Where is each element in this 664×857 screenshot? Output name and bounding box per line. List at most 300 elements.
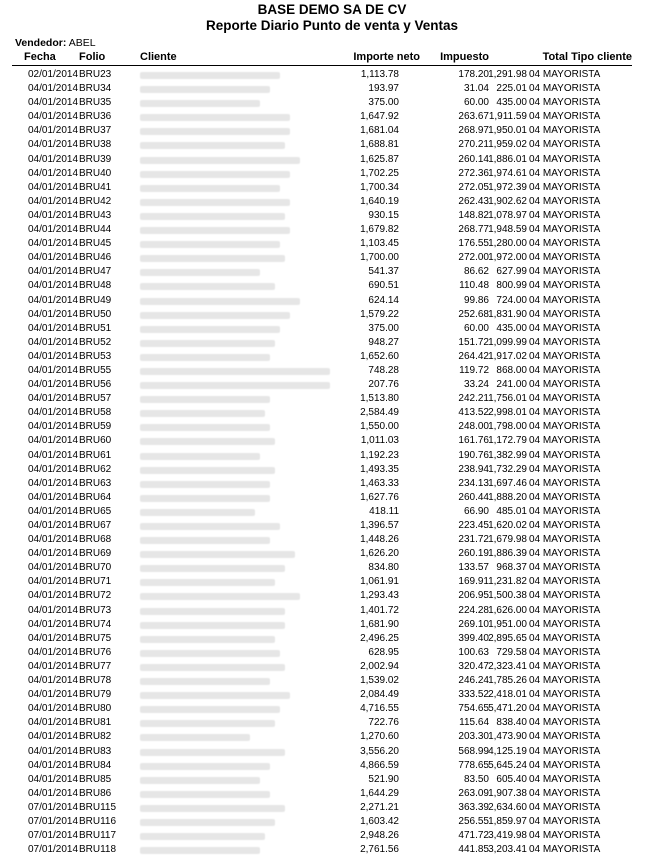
cell-total: 627.99 <box>496 266 527 278</box>
cell-importe: 834.80 <box>368 562 399 574</box>
cell-folio: BRU57 <box>79 393 112 405</box>
cell-cliente-redacted <box>140 269 260 276</box>
cell-total: 2,323.41 <box>488 660 527 672</box>
cell-tipo: 04 MAYORISTA <box>529 703 601 715</box>
cell-cliente-redacted <box>140 509 255 516</box>
cell-tipo: 04 MAYORISTA <box>529 477 601 489</box>
cell-importe: 1,539.02 <box>360 675 399 687</box>
cell-total: 1,886.01 <box>488 153 527 165</box>
cell-tipo: 04 MAYORISTA <box>529 209 601 221</box>
cell-total: 1,078.97 <box>488 209 527 221</box>
cell-tipo: 04 MAYORISTA <box>529 167 601 179</box>
cell-total: 1,902.62 <box>488 195 527 207</box>
cell-cliente-redacted <box>140 326 280 333</box>
cell-cliente-redacted <box>140 382 330 389</box>
cell-cliente-redacted <box>140 805 285 812</box>
cell-cliente-redacted <box>140 777 260 784</box>
cell-importe: 948.27 <box>368 336 399 348</box>
header-folio: Folio <box>79 51 106 63</box>
cell-total: 1,231.82 <box>488 576 527 588</box>
cell-importe: 1,270.60 <box>360 731 399 743</box>
cell-tipo: 04 MAYORISTA <box>529 379 601 391</box>
cell-importe: 1,700.00 <box>360 252 399 264</box>
cell-importe: 1,627.76 <box>360 491 399 503</box>
cell-total: 968.37 <box>496 562 527 574</box>
cell-fecha: 04/01/2014 <box>28 505 79 517</box>
table-row <box>0 308 664 322</box>
cell-fecha: 04/01/2014 <box>28 195 79 207</box>
cell-tipo: 04 MAYORISTA <box>529 224 601 236</box>
cell-cliente-redacted <box>140 706 280 713</box>
cell-total: 1,099.99 <box>488 336 527 348</box>
cell-tipo: 04 MAYORISTA <box>529 787 601 799</box>
cell-folio: BRU42 <box>79 195 112 207</box>
cell-importe: 207.76 <box>368 379 399 391</box>
table-row <box>0 237 664 251</box>
cell-impuesto: 256.55 <box>458 815 489 827</box>
cell-impuesto: 399.40 <box>458 632 489 644</box>
cell-importe: 193.97 <box>368 83 399 95</box>
table-row <box>0 153 664 167</box>
cell-impuesto: 176.55 <box>458 238 489 250</box>
cell-fecha: 04/01/2014 <box>28 745 79 757</box>
cell-cliente-redacted <box>140 847 260 854</box>
cell-impuesto: 99.86 <box>463 294 489 306</box>
company-title: BASE DEMO SA DE CV <box>257 2 407 17</box>
cell-impuesto: 320.47 <box>458 660 489 672</box>
cell-fecha: 04/01/2014 <box>28 407 79 419</box>
header-cliente: Cliente <box>140 51 177 63</box>
cell-importe: 628.95 <box>368 646 399 658</box>
cell-fecha: 04/01/2014 <box>28 224 79 236</box>
cell-cliente-redacted <box>140 213 285 220</box>
cell-folio: BRU58 <box>79 407 112 419</box>
cell-impuesto: 270.21 <box>458 139 489 151</box>
cell-cliente-redacted <box>140 312 290 319</box>
cell-cliente-redacted <box>140 636 275 643</box>
cell-total: 2,418.01 <box>488 689 527 701</box>
cell-tipo: 04 MAYORISTA <box>529 125 601 137</box>
cell-folio: BRU72 <box>79 590 112 602</box>
cell-importe: 1,644.29 <box>360 787 399 799</box>
cell-cliente-redacted <box>140 396 270 403</box>
cell-importe: 1,448.26 <box>360 534 399 546</box>
cell-fecha: 07/01/2014 <box>28 815 79 827</box>
cell-fecha: 04/01/2014 <box>28 379 79 391</box>
cell-importe: 2,761.56 <box>360 844 399 856</box>
cell-impuesto: 115.64 <box>459 717 489 729</box>
cell-fecha: 04/01/2014 <box>28 660 79 672</box>
cell-fecha: 04/01/2014 <box>28 534 79 546</box>
cell-impuesto: 203.30 <box>458 731 489 743</box>
cell-total: 1,959.02 <box>488 139 527 151</box>
cell-folio: BRU35 <box>79 97 112 109</box>
cell-fecha: 04/01/2014 <box>28 153 79 165</box>
cell-tipo: 04 MAYORISTA <box>529 280 601 292</box>
cell-fecha: 04/01/2014 <box>28 477 79 489</box>
cell-cliente-redacted <box>140 467 275 474</box>
cell-impuesto: 441.85 <box>458 844 489 856</box>
cell-fecha: 07/01/2014 <box>28 830 79 842</box>
cell-importe: 1,640.19 <box>360 195 399 207</box>
cell-fecha: 04/01/2014 <box>28 717 79 729</box>
cell-tipo: 04 MAYORISTA <box>529 534 601 546</box>
cell-folio: BRU41 <box>79 181 112 193</box>
cell-impuesto: 260.44 <box>458 491 489 503</box>
cell-impuesto: 33.24 <box>463 379 489 391</box>
table-row <box>0 167 664 181</box>
cell-tipo: 04 MAYORISTA <box>529 604 601 616</box>
cell-folio: BRU38 <box>79 139 112 151</box>
cell-folio: BRU67 <box>79 520 112 531</box>
table-row <box>0 815 664 829</box>
cell-impuesto: 268.97 <box>458 125 489 137</box>
cell-tipo: 04 MAYORISTA <box>529 576 601 588</box>
cell-impuesto: 263.09 <box>458 787 489 799</box>
cell-impuesto: 272.05 <box>458 181 489 193</box>
cell-fecha: 04/01/2014 <box>28 111 79 123</box>
cell-total: 1,280.00 <box>488 238 527 250</box>
cell-folio: BRU71 <box>79 576 112 588</box>
cell-impuesto: 161.76 <box>458 435 489 447</box>
table-row <box>0 716 664 730</box>
cell-fecha: 04/01/2014 <box>28 350 79 362</box>
cell-total: 1,679.98 <box>488 534 527 546</box>
cell-importe: 418.11 <box>369 505 399 517</box>
cell-cliente-redacted <box>140 185 280 192</box>
cell-importe: 3,556.20 <box>360 745 399 757</box>
cell-cliente-redacted <box>140 340 275 347</box>
cell-importe: 2,002.94 <box>360 660 399 672</box>
cell-cliente-redacted <box>140 100 260 107</box>
cell-impuesto: 333.52 <box>458 689 489 701</box>
cell-folio: BRU63 <box>79 477 112 489</box>
cell-fecha: 04/01/2014 <box>28 280 79 292</box>
cell-tipo: 04 MAYORISTA <box>529 252 601 264</box>
cell-cliente-redacted <box>140 142 285 149</box>
cell-tipo: 04 MAYORISTA <box>529 618 601 630</box>
cell-folio: BRU45 <box>79 238 112 250</box>
cell-cliente-redacted <box>140 565 285 572</box>
cell-impuesto: 363.39 <box>458 801 489 813</box>
cell-tipo: 04 MAYORISTA <box>529 505 601 517</box>
cell-folio: BRU78 <box>79 675 112 687</box>
table-row <box>0 110 664 124</box>
cell-cliente-redacted <box>140 157 300 164</box>
cell-tipo: 04 MAYORISTA <box>529 590 601 602</box>
cell-impuesto: 190.76 <box>458 449 489 461</box>
cell-folio: BRU40 <box>79 167 112 179</box>
cell-tipo: 04 MAYORISTA <box>529 520 601 531</box>
cell-total: 1,172.79 <box>488 435 527 447</box>
table-row <box>0 660 664 674</box>
cell-total: 5,645.24 <box>488 759 527 771</box>
cell-cliente-redacted <box>140 763 270 770</box>
cell-folio: BRU73 <box>79 604 112 616</box>
cell-importe: 1,113.78 <box>360 69 399 80</box>
cell-fecha: 04/01/2014 <box>28 308 79 320</box>
cell-total: 1,626.00 <box>488 604 527 616</box>
table-row <box>0 533 664 547</box>
cell-total: 2,895.65 <box>488 632 527 644</box>
cell-tipo: 04 MAYORISTA <box>529 689 601 701</box>
cell-fecha: 04/01/2014 <box>28 393 79 405</box>
cell-cliente-redacted <box>140 171 290 178</box>
cell-tipo: 04 MAYORISTA <box>529 801 601 813</box>
cell-fecha: 04/01/2014 <box>28 449 79 461</box>
cell-tipo: 04 MAYORISTA <box>529 308 601 320</box>
cell-fecha: 04/01/2014 <box>28 435 79 447</box>
cell-tipo: 04 MAYORISTA <box>529 421 601 433</box>
vendor-name: ABEL <box>68 37 96 49</box>
cell-tipo: 04 MAYORISTA <box>529 646 601 658</box>
table-row <box>0 223 664 237</box>
cell-total: 485.01 <box>496 505 527 517</box>
cell-tipo: 04 MAYORISTA <box>529 83 601 95</box>
cell-fecha: 04/01/2014 <box>28 689 79 701</box>
cell-importe: 4,716.55 <box>360 703 399 715</box>
table-row <box>0 434 664 448</box>
cell-tipo: 04 MAYORISTA <box>529 336 601 348</box>
table-row <box>0 124 664 138</box>
cell-impuesto: 238.94 <box>458 463 489 475</box>
cell-cliente-redacted <box>140 114 290 121</box>
cell-total: 3,203.41 <box>488 844 527 856</box>
cell-importe: 1,401.72 <box>360 604 399 616</box>
table-row <box>0 646 664 660</box>
cell-folio: BRU62 <box>79 463 112 475</box>
cell-importe: 1,293.43 <box>360 590 399 602</box>
cell-fecha: 04/01/2014 <box>28 731 79 743</box>
cell-cliente-redacted <box>140 692 290 699</box>
cell-cliente-redacted <box>140 354 270 361</box>
cell-impuesto: 260.19 <box>458 548 489 560</box>
cell-importe: 4,866.59 <box>360 759 399 771</box>
header-fecha: Fecha <box>24 51 56 63</box>
cell-total: 1,972.39 <box>488 181 527 193</box>
cell-fecha: 04/01/2014 <box>28 139 79 151</box>
cell-total: 241.00 <box>496 379 527 391</box>
cell-total: 724.00 <box>496 294 527 306</box>
cell-importe: 2,948.26 <box>360 830 399 842</box>
cell-folio: BRU65 <box>79 505 112 517</box>
cell-fecha: 04/01/2014 <box>28 703 79 715</box>
table-row <box>0 138 664 152</box>
table-row <box>0 336 664 350</box>
cell-cliente-redacted <box>140 368 330 375</box>
cell-folio: BRU60 <box>79 435 112 447</box>
cell-total: 1,972.00 <box>488 252 527 264</box>
cell-cliente-redacted <box>140 199 290 206</box>
table-row <box>0 449 664 463</box>
cell-impuesto: 133.57 <box>458 562 489 574</box>
cell-total: 1,951.00 <box>488 618 527 630</box>
cell-fecha: 04/01/2014 <box>28 632 79 644</box>
cell-total: 1,785.26 <box>488 675 527 687</box>
cell-folio: BRU81 <box>79 717 112 729</box>
cell-folio: BRU50 <box>79 308 112 320</box>
cell-folio: BRU36 <box>79 111 112 123</box>
table-row <box>0 604 664 618</box>
cell-cliente-redacted <box>140 664 285 671</box>
cell-total: 1,911.59 <box>488 111 527 123</box>
cell-folio: BRU69 <box>79 548 112 560</box>
cell-importe: 624.14 <box>368 294 399 306</box>
cell-tipo: 04 MAYORISTA <box>529 548 601 560</box>
cell-importe: 2,496.25 <box>360 632 399 644</box>
table-row <box>0 787 664 801</box>
cell-importe: 1,679.82 <box>360 224 399 236</box>
cell-cliente-redacted <box>140 720 275 727</box>
cell-cliente-redacted <box>140 551 295 558</box>
cell-tipo: 04 MAYORISTA <box>529 491 601 503</box>
cell-folio: BRU84 <box>79 759 112 771</box>
cell-tipo: 04 MAYORISTA <box>529 294 601 306</box>
cell-folio: BRU48 <box>79 280 112 292</box>
table-row <box>0 209 664 223</box>
cell-importe: 375.00 <box>368 97 399 109</box>
cell-fecha: 04/01/2014 <box>28 646 79 658</box>
cell-cliente-redacted <box>140 410 265 417</box>
cell-total: 1,382.99 <box>488 449 527 461</box>
cell-importe: 1,103.45 <box>360 238 399 250</box>
cell-fecha: 04/01/2014 <box>28 181 79 193</box>
cell-cliente-redacted <box>140 481 270 488</box>
cell-impuesto: 119.72 <box>459 364 489 376</box>
cell-importe: 2,084.49 <box>360 689 399 701</box>
cell-fecha: 04/01/2014 <box>28 548 79 560</box>
cell-tipo: 04 MAYORISTA <box>529 449 601 461</box>
cell-total: 1,732.29 <box>488 463 527 475</box>
cell-folio: BRU56 <box>79 379 112 391</box>
cell-total: 1,974.61 <box>488 167 527 179</box>
cell-importe: 1,603.42 <box>360 815 399 827</box>
cell-folio: BRU46 <box>79 252 112 264</box>
cell-tipo: 04 MAYORISTA <box>529 407 601 419</box>
cell-folio: BRU68 <box>79 534 112 546</box>
table-row <box>0 730 664 744</box>
cell-importe: 1,681.04 <box>360 125 399 137</box>
cell-importe: 1,681.90 <box>360 618 399 630</box>
cell-cliente-redacted <box>140 833 265 840</box>
table-row <box>0 561 664 575</box>
cell-importe: 1,396.57 <box>360 520 399 531</box>
cell-importe: 2,584.49 <box>360 407 399 419</box>
cell-total: 2,634.60 <box>488 801 527 813</box>
cell-total: 2,998.01 <box>488 407 527 419</box>
cell-tipo: 04 MAYORISTA <box>529 266 601 278</box>
cell-total: 4,125.19 <box>488 745 527 757</box>
cell-importe: 1,625.87 <box>360 153 399 165</box>
cell-impuesto: 151.72 <box>458 336 489 348</box>
cell-total: 1,500.38 <box>488 590 527 602</box>
cell-tipo: 04 MAYORISTA <box>529 717 601 729</box>
cell-folio: BRU70 <box>79 562 112 574</box>
cell-folio: BRU80 <box>79 703 112 715</box>
cell-importe: 1,011.03 <box>360 435 399 447</box>
cell-total: 1,697.46 <box>488 477 527 489</box>
cell-tipo: 04 MAYORISTA <box>529 675 601 687</box>
cell-impuesto: 224.28 <box>458 604 489 616</box>
cell-folio: BRU34 <box>79 83 112 95</box>
cell-folio: BRU77 <box>79 660 112 672</box>
cell-cliente-redacted <box>140 608 285 615</box>
cell-folio: BRU55 <box>79 364 112 376</box>
table-header <box>0 51 664 65</box>
cell-total: 1,888.20 <box>488 491 527 503</box>
table-row <box>0 477 664 491</box>
cell-folio: BRU39 <box>79 153 112 165</box>
cell-fecha: 04/01/2014 <box>28 576 79 588</box>
cell-folio: BRU44 <box>79 224 112 236</box>
cell-tipo: 04 MAYORISTA <box>529 731 601 743</box>
cell-fecha: 04/01/2014 <box>28 491 79 503</box>
cell-fecha: 04/01/2014 <box>28 562 79 574</box>
cell-importe: 1,493.35 <box>360 463 399 475</box>
cell-fecha: 04/01/2014 <box>28 336 79 348</box>
cell-tipo: 04 MAYORISTA <box>529 350 601 362</box>
cell-impuesto: 269.10 <box>458 618 489 630</box>
cell-impuesto: 413.52 <box>458 407 489 419</box>
table-row <box>0 801 664 815</box>
cell-tipo: 04 MAYORISTA <box>529 773 601 785</box>
table-row <box>0 265 664 279</box>
cell-tipo: 04 MAYORISTA <box>529 364 601 376</box>
cell-tipo: 04 MAYORISTA <box>529 195 601 207</box>
cell-importe: 1,061.91 <box>360 576 399 588</box>
table-row <box>0 702 664 716</box>
cell-impuesto: 223.45 <box>458 520 489 531</box>
cell-cliente-redacted <box>140 255 285 262</box>
cell-fecha: 04/01/2014 <box>28 294 79 306</box>
cell-fecha: 04/01/2014 <box>28 97 79 109</box>
cell-folio: BRU52 <box>79 336 112 348</box>
cell-cliente-redacted <box>140 283 275 290</box>
cell-importe: 1,647.92 <box>360 111 399 123</box>
table-row <box>0 392 664 406</box>
cell-cliente-redacted <box>140 819 275 826</box>
cell-impuesto: 252.68 <box>458 308 489 320</box>
cell-fecha: 04/01/2014 <box>28 364 79 376</box>
cell-fecha: 04/01/2014 <box>28 83 79 95</box>
header-total-tipo: Total Tipo cliente <box>542 51 632 63</box>
cell-total: 838.40 <box>496 717 527 729</box>
cell-importe: 1,550.00 <box>360 421 399 433</box>
cell-impuesto: 268.77 <box>458 224 489 236</box>
cell-total: 1,907.38 <box>488 787 527 799</box>
cell-cliente-redacted <box>140 424 270 431</box>
cell-folio: BRU76 <box>79 646 112 658</box>
cell-folio: BRU86 <box>79 787 112 799</box>
cell-total: 3,419.98 <box>488 830 527 842</box>
cell-folio: BRU82 <box>79 731 112 743</box>
cell-importe: 930.15 <box>368 209 399 221</box>
cell-impuesto: 234.13 <box>458 477 489 489</box>
header-importe: Importe neto <box>353 51 420 63</box>
cell-folio: BRU23 <box>79 69 112 80</box>
cell-impuesto: 60.00 <box>463 322 489 334</box>
cell-tipo: 04 MAYORISTA <box>529 815 601 827</box>
table-row <box>0 463 664 477</box>
cell-total: 225.01 <box>496 83 527 95</box>
cell-impuesto: 148.82 <box>458 209 489 221</box>
cell-cliente-redacted <box>140 128 290 135</box>
cell-total: 800.99 <box>496 280 527 292</box>
cell-tipo: 04 MAYORISTA <box>529 153 601 165</box>
cell-cliente-redacted <box>140 593 300 600</box>
cell-fecha: 04/01/2014 <box>28 787 79 799</box>
cell-total: 1,859.97 <box>488 815 527 827</box>
